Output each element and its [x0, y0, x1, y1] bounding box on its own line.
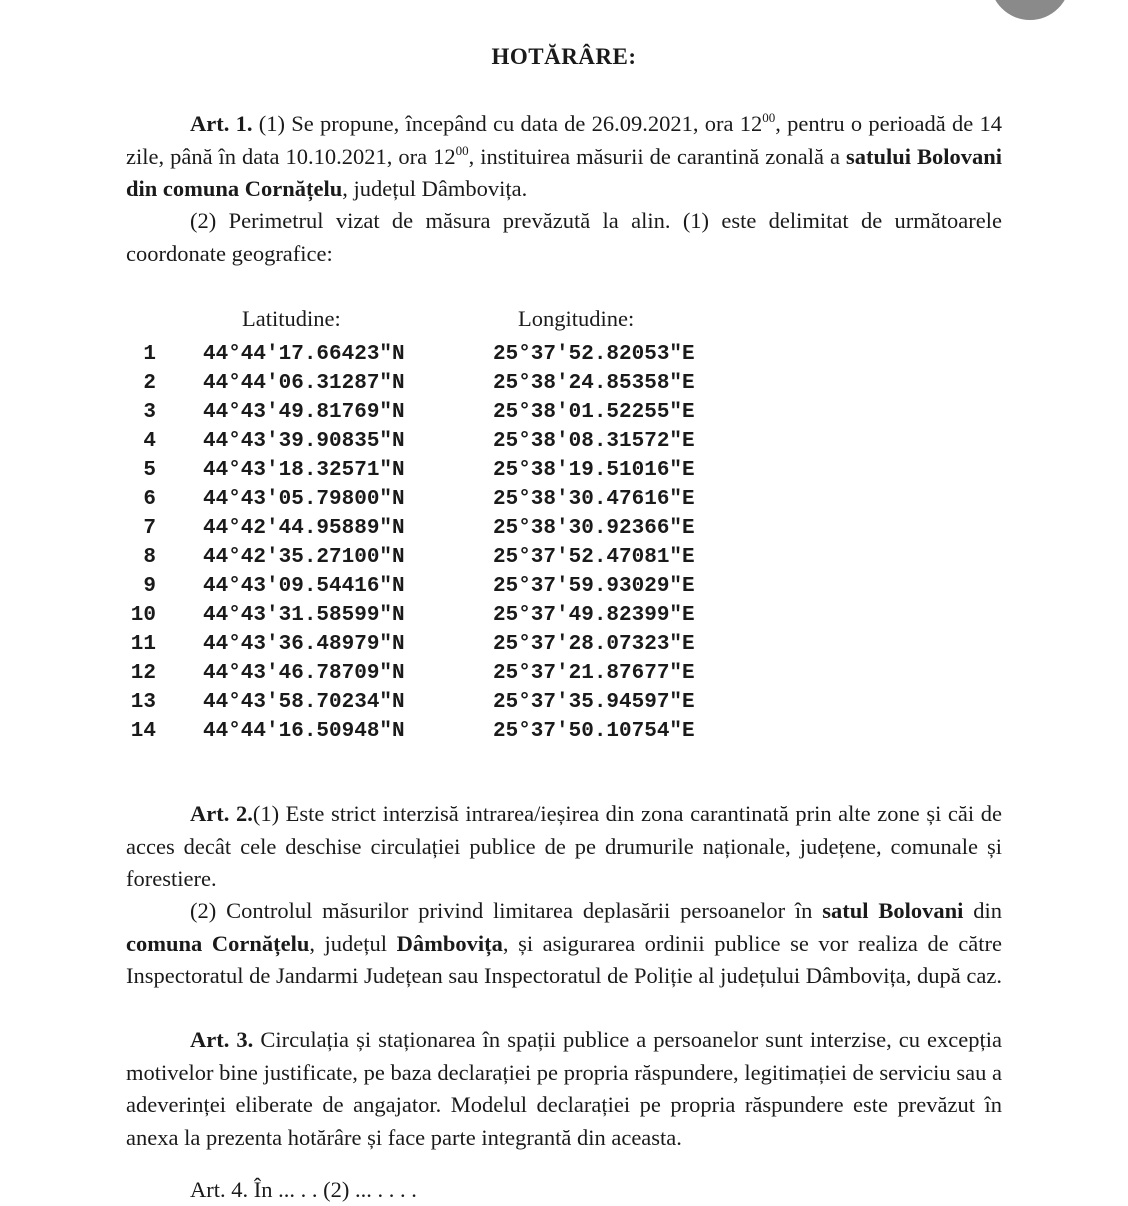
coordinate-lon: 25°38'19.51016"E [493, 459, 695, 482]
coordinate-lon: 25°38'30.92366"E [493, 517, 695, 540]
coordinate-row [0, 456, 1080, 485]
longitude-header: Longitudine: [518, 306, 635, 331]
coordinate-row [0, 717, 1080, 746]
coordinate-lat: 44°43'05.79800"N [203, 488, 405, 511]
coordinate-idx: 13 [130, 691, 156, 714]
village-name: satului Bolovani din comuna Cornățelu [126, 143, 1002, 201]
coordinate-row [0, 514, 1080, 543]
art1-paragraph-1: Art. 1. (1) Se propune, începând cu data de 26.09.2021, ora $12^{00}$, pentru o perioadă de 14 zile, până în data 10.10.2021, ora $12^{00}$, instituirea măsurii de carantină zonală a satului Bolovani din comuna Cornățelu, județul Dâmbovița. [126, 110, 1003, 201]
coordinate-idx: 3 [143, 401, 156, 424]
coordinate-row [0, 572, 1080, 601]
coordinate-lon: 25°37'50.10754"E [493, 720, 695, 743]
coordinate-idx: 6 [143, 488, 156, 511]
coordinate-idx: 9 [143, 575, 156, 598]
latitude-header: Latitudine: [242, 306, 341, 331]
coordinate-lat: 44°43'18.32571"N [203, 459, 405, 482]
coordinate-lon: 25°37'59.93029"E [493, 575, 695, 598]
coordinate-lat: 44°43'46.78709"N [203, 662, 405, 685]
coordinate-lat: 44°44'16.50948"N [203, 720, 405, 743]
coordinate-lat: 44°43'39.90835"N [203, 430, 405, 453]
coordinate-idx: 1 [143, 343, 156, 366]
coordinate-row [0, 427, 1080, 456]
coordinate-lat: 44°43'58.70234"N [203, 691, 405, 714]
corner-overlay-button[interactable] [990, 0, 1070, 20]
art3-paragraph: Art. 3. Circulația și staționarea în spații publice a persoanelor sunt interzise, cu excepția motivelor bine justificate, pe baza declarației pe propria răspundere, legitimației de serviciu sau a adeverinței eliberate de angajator. Modelul declarației pe propria răspundere este prevăzut în anexa la prezenta hotărâre și face parte integrantă din aceasta. [126, 1027, 1002, 1150]
coordinate-row [0, 601, 1080, 630]
coordinate-row [0, 485, 1080, 514]
art1-label: Art. 1. [190, 111, 253, 136]
coordinate-idx: 4 [143, 430, 156, 453]
coordinate-idx: 11 [130, 633, 156, 656]
coordinate-lon: 25°38'08.31572"E [493, 430, 695, 453]
coordinate-idx: 14 [130, 720, 156, 743]
coordinate-idx: 10 [130, 604, 156, 627]
coordinate-lon: 25°37'35.94597"E [493, 691, 695, 714]
coordinate-row [0, 369, 1080, 398]
coordinate-lon: 25°37'52.82053"E [493, 343, 695, 366]
coordinate-lon: 25°38'24.85358"E [493, 372, 695, 395]
coordinate-lat: 44°42'44.95889"N [203, 517, 405, 540]
art3-label: Art. 3. [190, 1027, 254, 1052]
coordinate-row [0, 543, 1080, 572]
coordinate-row [0, 340, 1080, 369]
coordinate-idx: 2 [143, 372, 156, 395]
coordinate-lon: 25°37'28.07323"E [493, 633, 695, 656]
art2-paragraph-2: (2) Controlul măsurilor privind limitarea deplasării persoanelor în satul Bolovani din comuna Cornățelu, județul Dâmbovița, și asigurarea ordinii publice se vor realiza de către Inspectoratul de Jandarmi Județean sau Inspectoratul de Poliție al județului Dâmbovița, după caz. [126, 898, 1002, 988]
coordinate-lon: 25°37'21.87677"E [493, 662, 695, 685]
coordinate-idx: 8 [143, 546, 156, 569]
coordinate-row [0, 398, 1080, 427]
coordinates-table [0, 340, 1080, 746]
coordinate-lon: 25°37'49.82399"E [493, 604, 695, 627]
coordinate-lat: 44°44'06.31287"N [203, 372, 405, 395]
coordinate-lat: 44°42'35.27100"N [203, 546, 405, 569]
coordinate-row [0, 630, 1080, 659]
coordinate-idx: 12 [130, 662, 156, 685]
art2-label: Art. 2. [190, 801, 253, 826]
coordinate-lat: 44°43'31.58599"N [203, 604, 405, 627]
coordinate-idx: 7 [143, 517, 156, 540]
coordinate-lon: 25°38'01.52255"E [493, 401, 695, 424]
coordinate-row [0, 688, 1080, 717]
coordinate-row [0, 659, 1080, 688]
coordinate-lon: 25°38'30.47616"E [493, 488, 695, 511]
coordinate-lat: 44°43'49.81769"N [203, 401, 405, 424]
coordinate-lon: 25°37'52.47081"E [493, 546, 695, 569]
document-title: HOTĂRÂRE: [491, 44, 637, 69]
coordinate-lat: 44°43'36.48979"N [203, 633, 405, 656]
cut-off-text-line: Art. 4. În ... . . (2) ... . . . . [190, 1177, 417, 1202]
coordinate-lat: 44°44'17.66423"N [203, 343, 405, 366]
coordinate-idx: 5 [143, 459, 156, 482]
coordinate-lat: 44°43'09.54416"N [203, 575, 405, 598]
art2-paragraph-1: Art. 2.(1) Este strict interzisă intrarea/ieșirea din zona carantinată prin alte zone și căi de acces decât cele deschise circulației publice de pe drumurile naționale, județene, comunale și forestiere. [126, 801, 1002, 891]
art1-paragraph-2: (2) Perimetrul vizat de măsura prevăzută la alin. (1) este delimitat de următoarele coordonate geografice: [126, 208, 1002, 266]
